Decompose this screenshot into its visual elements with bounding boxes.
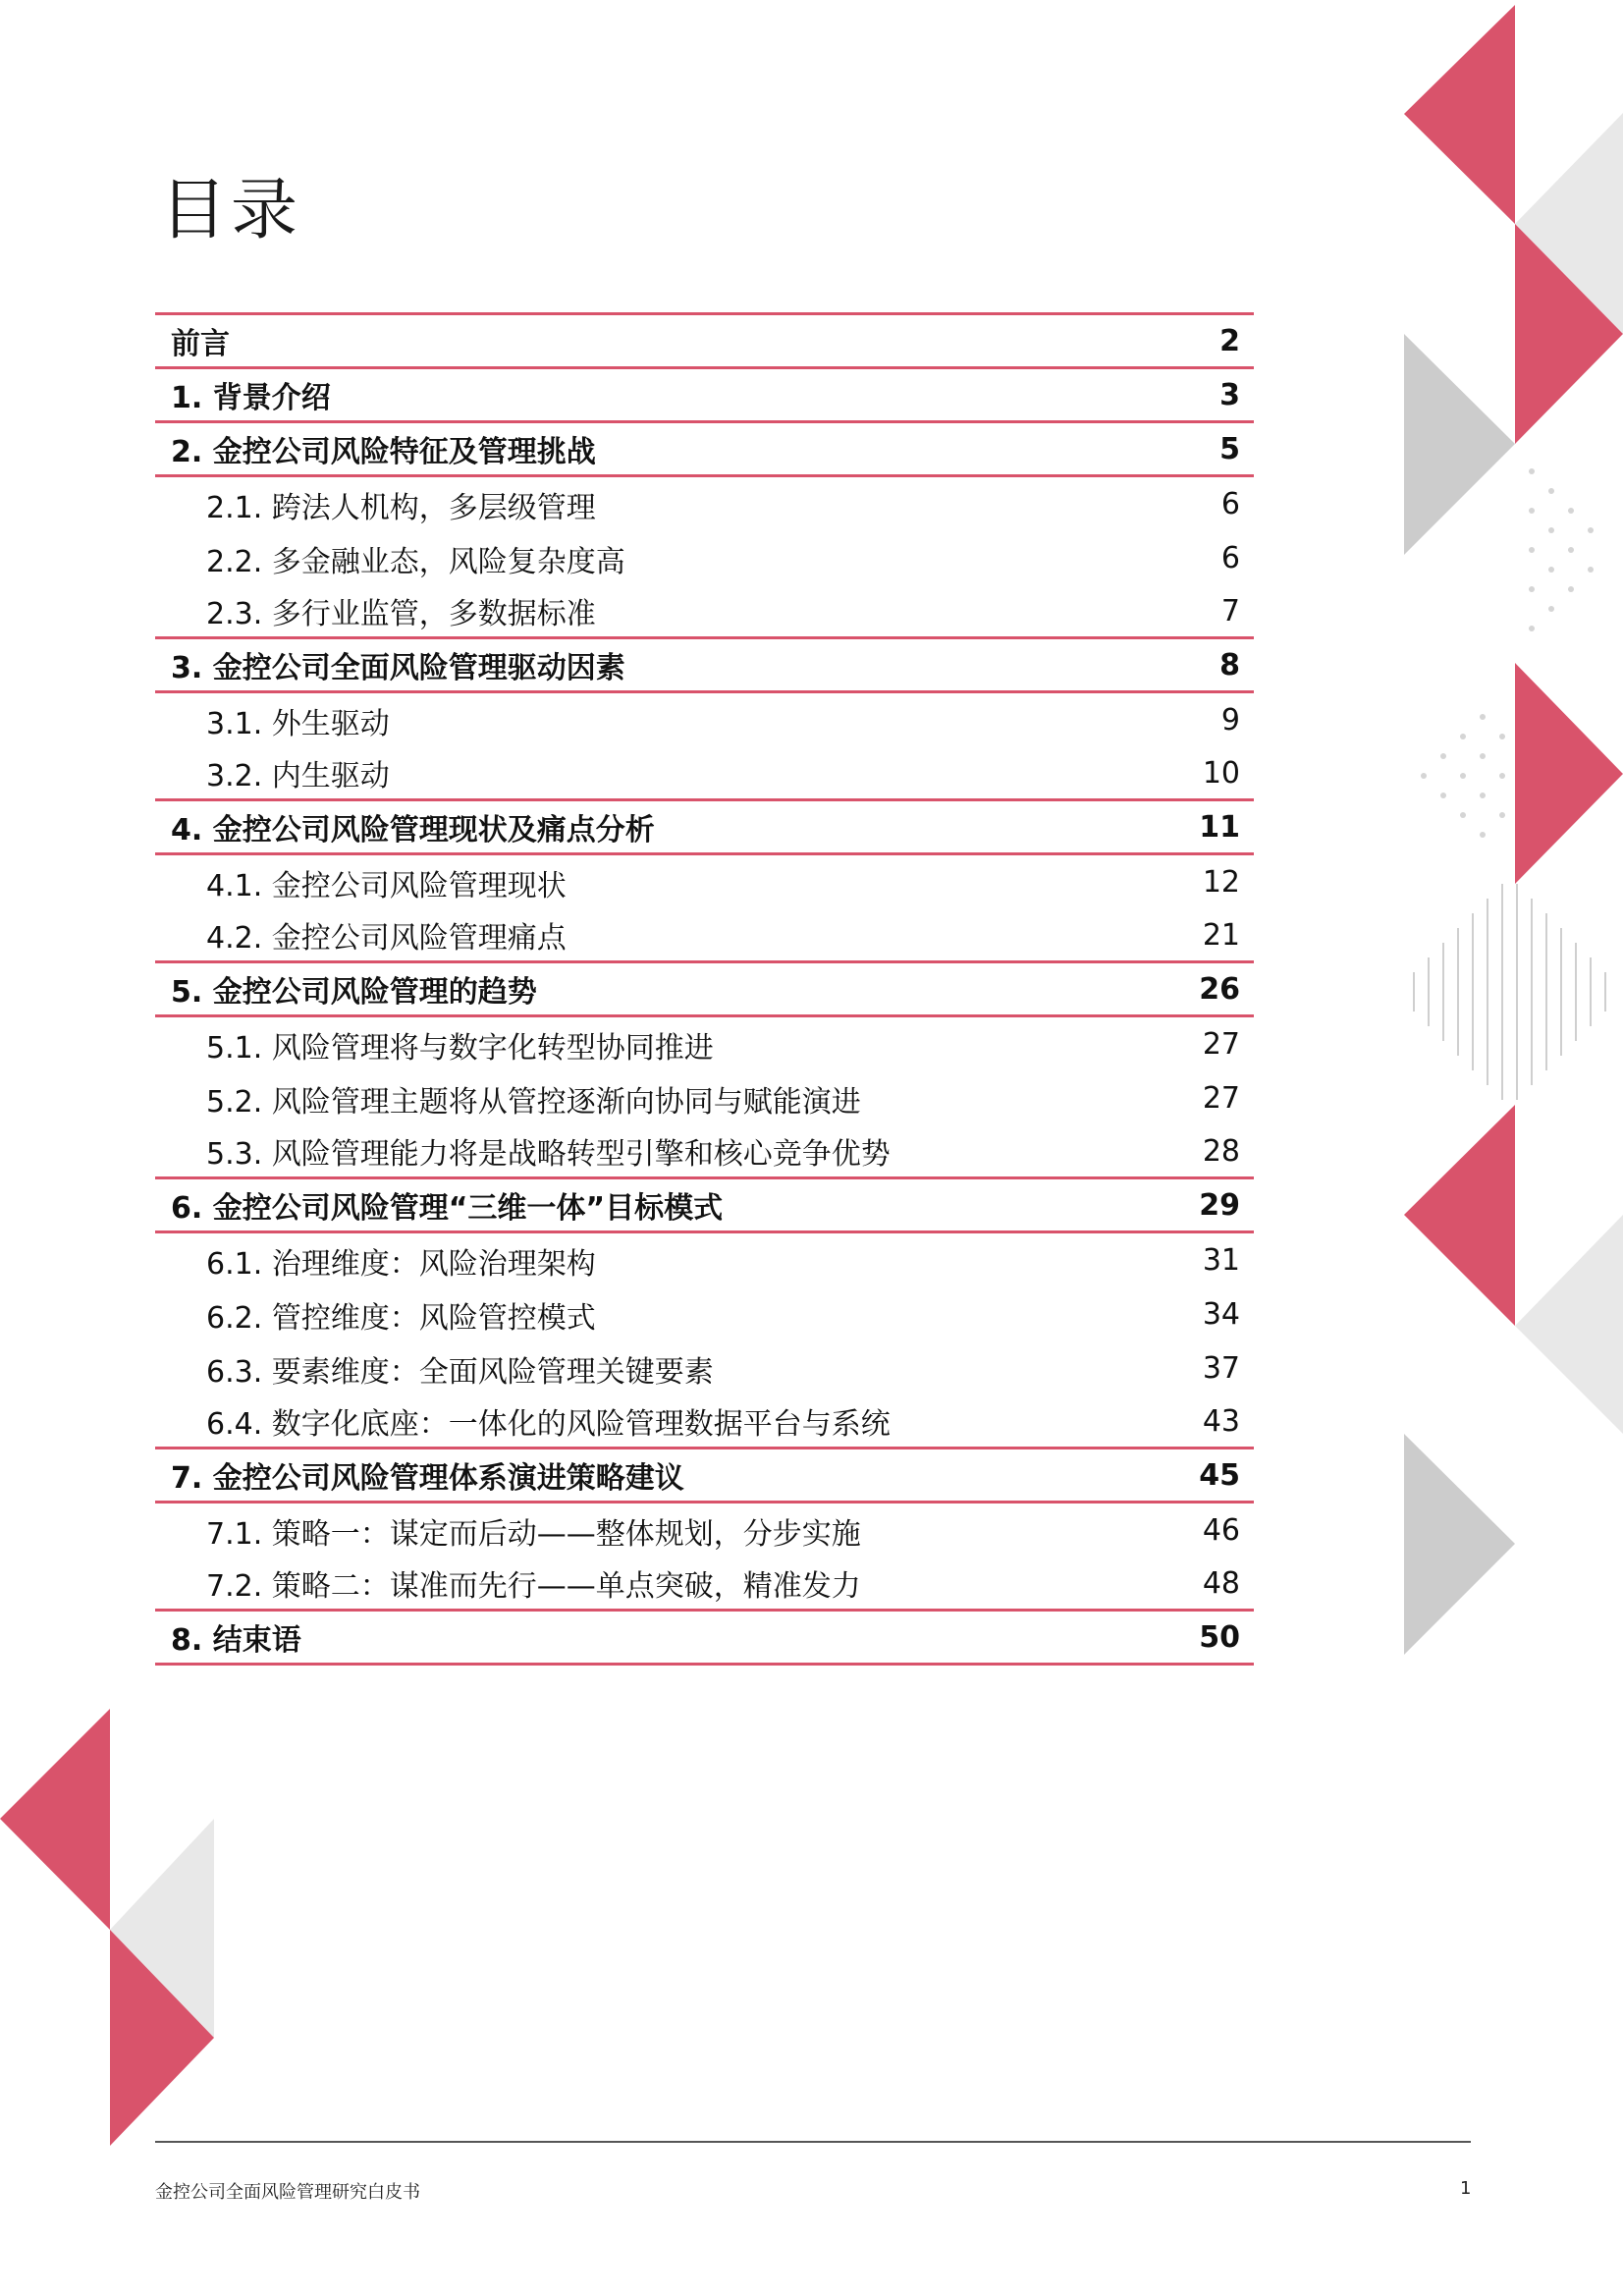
toc-entry-page: 31	[1202, 1243, 1240, 1278]
toc-entry-page: 27	[1202, 1081, 1240, 1116]
toc-chapter-entry[interactable]	[155, 1179, 1254, 1233]
toc-entry-label: 1. 背景介绍	[171, 381, 331, 415]
toc-entry-label: 4.2. 金控公司风险管理痛点	[206, 921, 567, 956]
toc-entry-label: 4. 金控公司风险管理现状及痛点分析	[171, 813, 655, 847]
toc-entry-label: 6.2. 管控维度：风险管控模式	[206, 1300, 596, 1336]
toc-entry-page: 7	[1220, 593, 1240, 629]
toc-entry-page: 2	[1219, 323, 1240, 358]
footer-divider	[155, 2141, 1471, 2143]
toc-entry-label: 5.3. 风险管理能力将是战略转型引擎和核心竞争优势	[206, 1137, 891, 1172]
toc-entry-page: 11	[1199, 809, 1240, 845]
toc-entry-label: 3.2. 内生驱动	[206, 759, 390, 793]
toc-entry-label: 2.2. 多金融业态，风险复杂度高	[206, 544, 625, 579]
toc-section-entry[interactable]	[155, 585, 1254, 639]
toc-entry-page: 34	[1202, 1297, 1240, 1332]
toc-section-entry[interactable]	[155, 1017, 1254, 1071]
toc-entry-label: 7.1. 策略一：谋定而后动——整体规划，分步实施	[206, 1516, 861, 1552]
table-of-contents	[155, 312, 1254, 1666]
toc-section-entry[interactable]	[155, 477, 1254, 531]
toc-entry-page: 8	[1219, 647, 1240, 683]
toc-entry-page: 45	[1199, 1457, 1240, 1493]
deco-line-pattern	[1414, 884, 1605, 1100]
toc-entry-page: 9	[1220, 703, 1240, 738]
toc-entry-label: 7. 金控公司风险管理体系演进策略建议	[171, 1461, 684, 1496]
deco-triangle-red	[1404, 1105, 1515, 1326]
deco-triangle-gray	[1404, 334, 1515, 555]
toc-entry-label: 6.1. 治理维度：风险治理架构	[206, 1246, 596, 1282]
toc-entry-label: 5. 金控公司风险管理的趋势	[171, 975, 537, 1010]
toc-section-entry[interactable]	[155, 747, 1254, 801]
toc-section-entry[interactable]	[155, 855, 1254, 909]
toc-section-entry[interactable]	[155, 1071, 1254, 1125]
toc-section-entry[interactable]	[155, 1287, 1254, 1341]
toc-section-entry[interactable]	[155, 693, 1254, 747]
toc-section-entry[interactable]	[155, 1503, 1254, 1558]
toc-section-entry[interactable]	[155, 531, 1254, 585]
toc-entry-page: 46	[1202, 1513, 1240, 1548]
toc-entry-page: 50	[1199, 1619, 1240, 1655]
toc-entry-page: 6	[1220, 487, 1240, 521]
deco-triangle-light	[1515, 1215, 1623, 1434]
toc-entry-page: 27	[1202, 1027, 1240, 1062]
page-number: 1	[1460, 2178, 1472, 2199]
toc-entry-label: 5.1. 风险管理将与数字化转型协同推进	[206, 1030, 714, 1066]
toc-entry-page: 21	[1202, 917, 1240, 953]
toc-chapter-entry[interactable]	[155, 639, 1254, 693]
toc-entry-page: 12	[1202, 865, 1240, 900]
toc-entry-page: 10	[1202, 755, 1240, 791]
toc-section-entry[interactable]	[155, 1233, 1254, 1287]
toc-entry-label: 2.1. 跨法人机构，多层级管理	[206, 490, 596, 525]
toc-section-entry[interactable]	[155, 1125, 1254, 1179]
toc-entry-label: 6.4. 数字化底座：一体化的风险管理数据平台与系统	[206, 1407, 891, 1442]
toc-entry-page: 28	[1202, 1133, 1240, 1169]
toc-entry-page: 48	[1202, 1565, 1240, 1601]
toc-entry-label: 2. 金控公司风险特征及管理挑战	[171, 435, 596, 469]
toc-section-entry[interactable]	[155, 909, 1254, 963]
toc-entry-label: 前言	[171, 327, 230, 361]
toc-chapter-entry[interactable]	[155, 369, 1254, 423]
toc-chapter-entry[interactable]	[155, 1449, 1254, 1503]
toc-entry-page: 5	[1219, 431, 1240, 466]
toc-entry-label: 3.1. 外生驱动	[206, 706, 390, 741]
footer-title: 金控公司全面风险管理研究白皮书	[155, 2182, 420, 2203]
deco-triangle-red	[1404, 5, 1515, 224]
toc-section-entry[interactable]	[155, 1341, 1254, 1395]
toc-chapter-entry[interactable]	[155, 1612, 1254, 1666]
toc-entry-label: 8. 结束语	[171, 1623, 301, 1658]
toc-section-entry[interactable]	[155, 1558, 1254, 1612]
toc-entry-label: 6. 金控公司风险管理“三维一体”目标模式	[171, 1191, 724, 1226]
toc-entry-page: 43	[1202, 1403, 1240, 1439]
toc-entry-label: 5.2. 风险管理主题将从管控逐渐向协同与赋能演进	[206, 1084, 861, 1120]
deco-triangle-red	[0, 1709, 110, 1930]
toc-entry-page: 6	[1220, 541, 1240, 575]
toc-section-entry[interactable]	[155, 1395, 1254, 1449]
toc-entry-page: 37	[1202, 1351, 1240, 1386]
toc-entry-page: 29	[1199, 1187, 1240, 1223]
toc-entry-label: 3. 金控公司全面风险管理驱动因素	[171, 651, 625, 685]
toc-chapter-entry[interactable]	[155, 801, 1254, 855]
toc-entry-label: 6.3. 要素维度：全面风险管理关键要素	[206, 1354, 714, 1390]
toc-entry-label: 4.1. 金控公司风险管理现状	[206, 868, 567, 903]
toc-chapter-entry[interactable]	[155, 423, 1254, 477]
toc-chapter-entry[interactable]	[155, 315, 1254, 369]
page-title: 目录	[160, 172, 302, 249]
toc-chapter-entry[interactable]	[155, 963, 1254, 1017]
toc-entry-label: 7.2. 策略二：谋准而先行——单点突破，精准发力	[206, 1569, 861, 1604]
deco-triangle-gray	[1404, 1434, 1515, 1655]
toc-entry-page: 26	[1199, 971, 1240, 1007]
deco-triangle-red	[1515, 663, 1623, 884]
toc-entry-label: 2.3. 多行业监管，多数据标准	[206, 597, 596, 631]
toc-entry-page: 3	[1219, 377, 1240, 412]
